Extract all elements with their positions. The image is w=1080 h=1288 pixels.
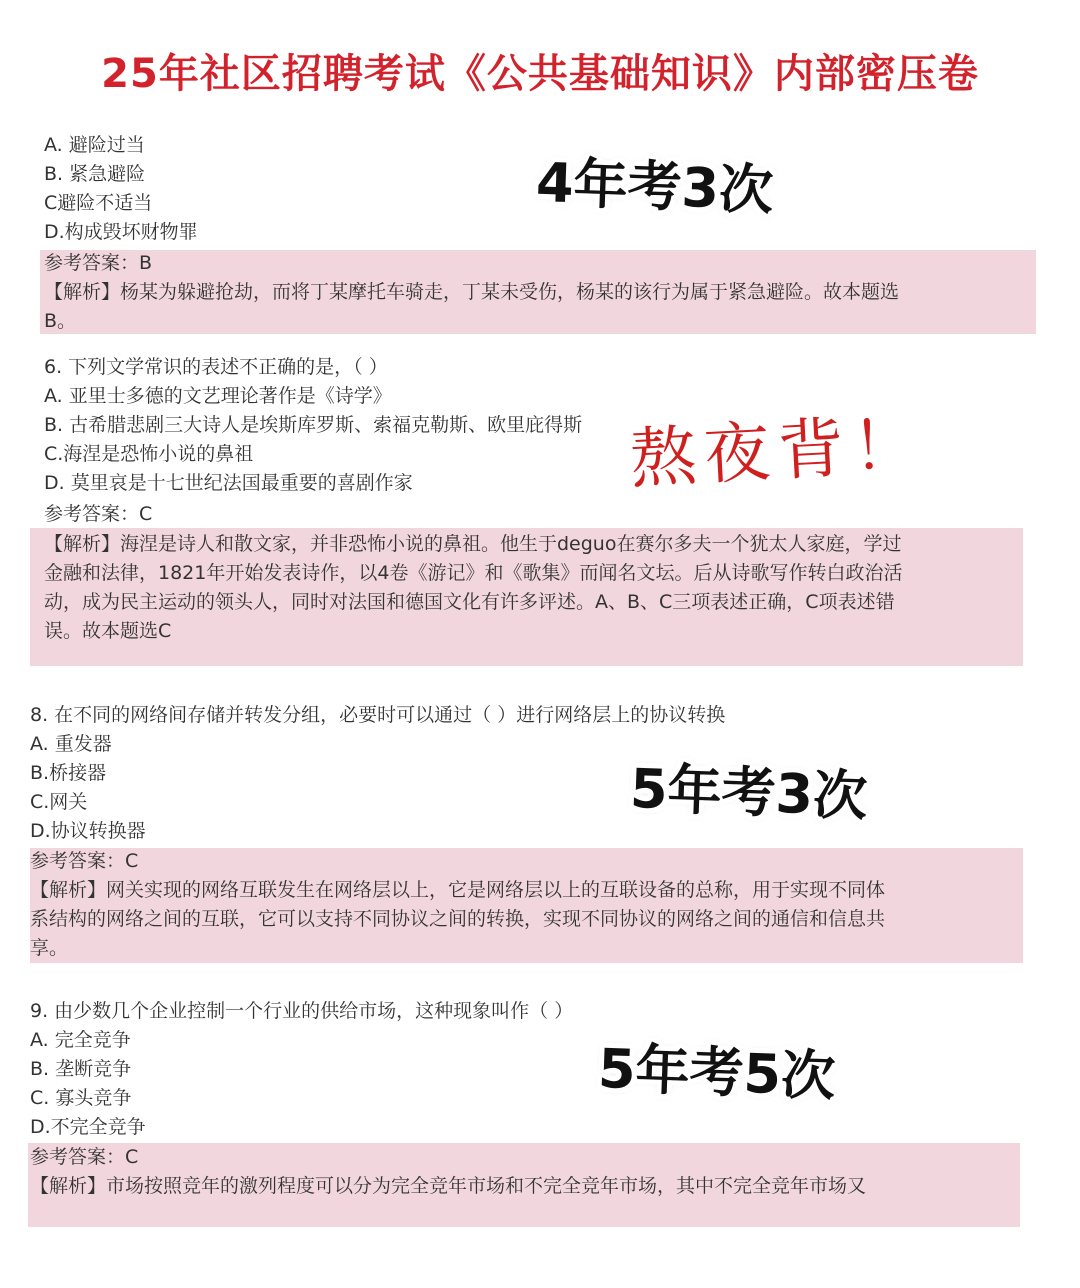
option-c: C避险不适当 <box>44 192 153 214</box>
option-d: D.协议转换器 <box>30 820 146 842</box>
option-a: A. 避险过当 <box>44 134 145 156</box>
question-text: 6. 下列文学常识的表述不正确的是，（ ） <box>44 356 388 378</box>
page-title: 25年社区招聘考试《公共基础知识》内部密压卷 <box>101 51 979 97</box>
option-b: B.桥接器 <box>30 762 107 784</box>
analysis-line: 【解析】杨某为躲避抢劫，而将丁某摩托车骑走，丁某未受伤，杨某的该行为属于紧急避险。故本题选 <box>44 281 900 303</box>
analysis-line: 误。故本题选C <box>44 620 172 642</box>
frequency-stamp: 5年考5次 <box>596 1036 837 1109</box>
option-b: B. 紧急避险 <box>44 163 146 185</box>
question-text: 9. 由少数几个企业控制一个行业的供给市场，这种现象叫作（ ） <box>30 1000 574 1022</box>
option-d: D.构成毁坏财物罪 <box>44 221 198 243</box>
frequency-stamp: 5年考3次 <box>628 756 869 829</box>
option-a: A. 重发器 <box>30 733 112 755</box>
analysis-line: 【解析】网关实现的网络互联发生在网络层以上，它是网络层以上的互联设备的总称，用于实现不同体 <box>30 879 886 901</box>
option-a: A. 亚里士多德的文艺理论著作是《诗学》 <box>44 385 392 407</box>
answer-label: 参考答案：C <box>30 1146 139 1168</box>
option-c: C. 寡头竞争 <box>30 1087 132 1109</box>
analysis-line: 金融和法律，1821年开始发表诗作，以4卷《游记》和《歌集》而闻名文坛。后从诗歌写作转白政治活 <box>44 562 903 584</box>
option-b: B. 垄断竞争 <box>30 1058 132 1080</box>
option-d: D.不完全竞争 <box>30 1116 146 1138</box>
answer-label: 参考答案：C <box>30 850 139 872</box>
analysis-line: B。 <box>44 310 77 332</box>
question-text: 8. 在不同的网络间存储并转发分组，必要时可以通过（ ）进行网络层上的协议转换 <box>30 704 726 726</box>
analysis-line: 【解析】市场按照竞年的激列程度可以分为完全竞年市场和不完全竞年市场，其中不完全竞年市场又 <box>30 1175 867 1197</box>
option-a: A. 完全竞争 <box>30 1029 131 1051</box>
analysis-line: 享。 <box>30 937 69 959</box>
answer-label: 参考答案：B <box>44 252 153 274</box>
analysis-line: 动，成为民主运动的领头人，同时对法国和德国文化有许多评述。A、B、C三项表述正确，C项表述错 <box>44 591 895 613</box>
option-b: B. 古希腊悲剧三大诗人是埃斯库罗斯、索福克勒斯、欧里庇得斯 <box>44 414 583 436</box>
answer-label: 参考答案：C <box>44 503 153 525</box>
red-stamp: 熬夜背！ <box>628 405 928 498</box>
analysis-line: 系结构的网络之间的互联，它可以支持不同协议之间的转换，实现不同协议的网络之间的通信和信息共 <box>30 908 886 930</box>
frequency-stamp: 4年考3次 <box>534 150 775 223</box>
option-d: D. 莫里哀是十七世纪法国最重要的喜剧作家 <box>44 472 413 494</box>
option-c: C.海涅是恐怖小说的鼻祖 <box>44 443 254 465</box>
option-c: C.网关 <box>30 791 88 813</box>
analysis-line: 【解析】海涅是诗人和散文家，并非恐怖小说的鼻祖。他生于deguo在赛尔多夫一个犹太人家庭，学过 <box>44 533 902 555</box>
